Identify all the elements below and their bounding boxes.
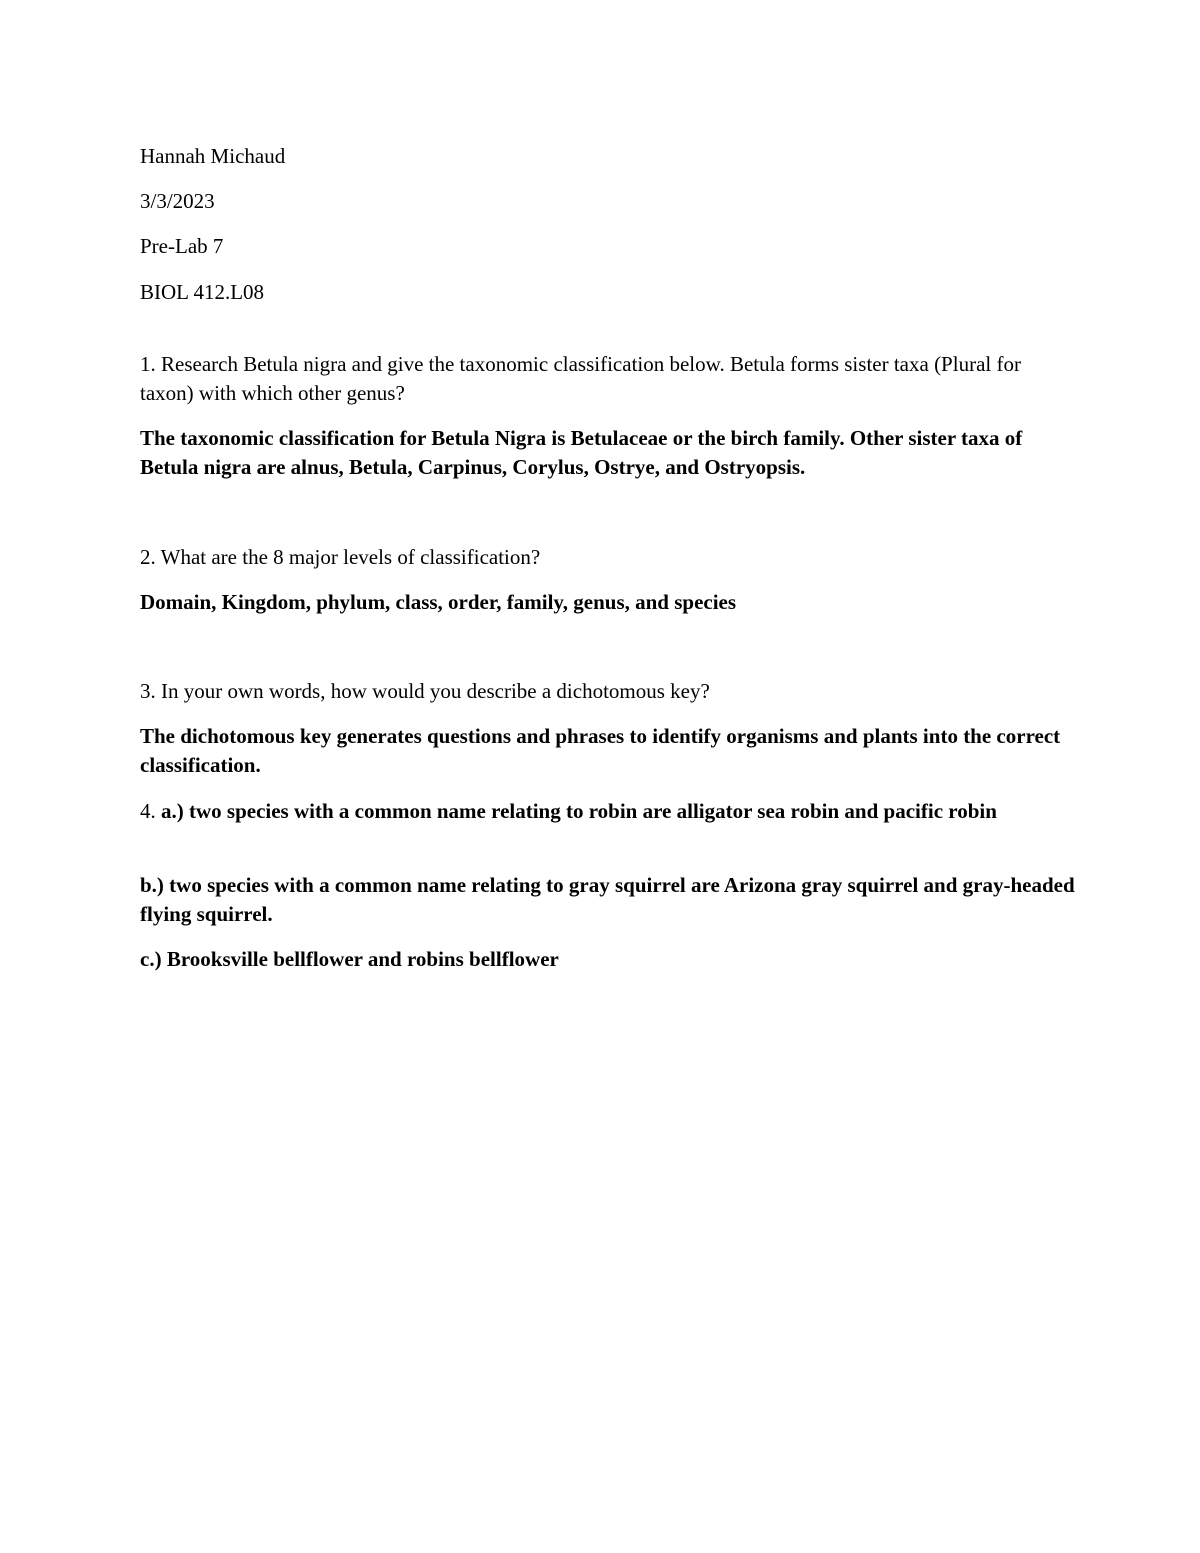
answer-4a [140, 797, 1075, 826]
answer-4a-text: a.) two species with a common name relating to robin are alligator sea robin and pacific robin [161, 799, 997, 823]
course-code: BIOL 412.L08 [140, 280, 265, 304]
question-4-number: 4. [140, 799, 161, 823]
answer-1: The taxonomic classification for Betula Nigra is Betulaceae or the birch family. Other sister taxa of Betula nigra are alnus, Betula, Carpinus, Corylus, Ostrye, and Ostryopsis. [140, 426, 1023, 479]
question-3: 3. In your own words, how would you describe a dichotomous key? [140, 679, 710, 703]
answer-3: The dichotomous key generates questions and phrases to identify organisms and plants into the correct classification. [140, 724, 1061, 777]
date: 3/3/2023 [140, 189, 215, 213]
answer-2: Domain, Kingdom, phylum, class, order, family, genus, and species [140, 590, 737, 614]
question-2: 2. What are the 8 major levels of classification? [140, 545, 541, 569]
assignment-title: Pre-Lab 7 [140, 234, 224, 258]
student-name: Hannah Michaud [140, 144, 286, 168]
question-1: 1. Research Betula nigra and give the taxonomic classification below. Betula forms sister taxa (Plural for taxon) with which other genus? [140, 352, 1021, 405]
answer-4c: c.) Brooksville bellflower and robins bellflower [140, 947, 559, 971]
answer-4b: b.) two species with a common name relating to gray squirrel are Arizona gray squirrel and gray-headed flying squirrel. [140, 873, 1075, 926]
